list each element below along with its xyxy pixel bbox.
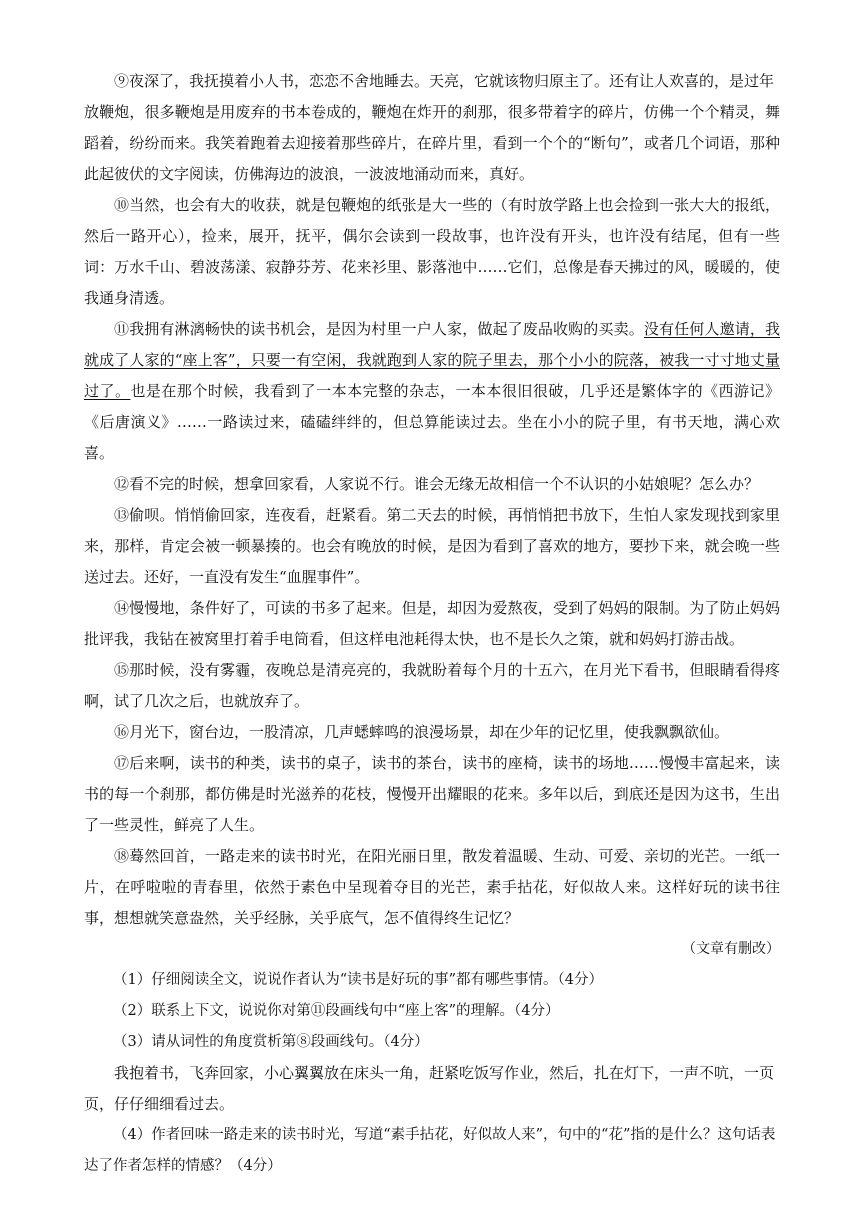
paragraph-18: ⑱蓦然回首，一路走来的读书时光，在阳光丽日里，散发着温暖、生动、可爱、亲切的光芒。一纸一片，在呼啦啦的青春里，依然于素色中呈现着夺目的光芒，素手拈花，好似故人来。这样好玩的读书往事，想想就笑意盎然，关乎经脉，关乎底气，怎不值得终生记忆？ — [84, 847, 780, 927]
underlined-sentence: 没有任何人邀请，我就成了人家的“座上客”，只要一有空闲，我就跑到人家的院子里去，那个小小的院落，被我一寸寸地丈量过了。 — [84, 320, 780, 400]
quoted-sentence: 我抱着书，飞奔回家，小心翼翼放在床头一角，赶紧吃饭写作业，然后，扎在灯下，一声不吭，一页页，仔仔细细看过去。 — [84, 1064, 775, 1113]
paragraph-11-tail: 也是在那个时候，我看到了一本本完整的杂志，一本本很旧很破，几乎还是繁体字的《西游记》《后唐演义》……一路读过来，磕磕绊绊的，但总算能读过去。坐在小小的院子里，有书天地，满心欢喜。 — [84, 382, 780, 462]
paragraph-13: ⑬偷呗。悄悄偷回家，连夜看，赶紧看。第二天去的时候，再悄悄把书放下，生怕人家发现找到家里来，那样，肯定会被一顿暴揍的。也会有晚放的时候，是因为看到了喜欢的地方，要抄下来，就会晚一些送过去。还好，一直没有发生“血腥事件”。 — [84, 506, 780, 586]
paragraph-9: ⑨夜深了，我抚摸着小人书，恋恋不舍地睡去。天亮，它就该物归原主了。还有让人欢喜的，是过年 — [114, 72, 775, 90]
question-1: （1）仔细阅读全文，说说作者认为“读书是好玩的事”都有哪些事情。（4分） — [113, 972, 604, 988]
question-2: （2）联系上下文，说说你对第⑪段画线句中“座上客”的理解。（4分） — [113, 1003, 560, 1019]
paragraph-14: ⑭慢慢地，条件好了，可读的书多了起来。但是，却因为爱熬夜，受到了妈妈的限制。为了防止妈妈批评我，我钻在被窝里打着手电筒看，但这样电池耗得太快，也不是长久之策，就和妈妈打游击战。 — [84, 599, 780, 648]
question-4: （4）作者回味一路走来的读书时光，写道“素手拈花，好似故人来”，句中的“花”指的是什么？这句话表达了作者怎样的情感？（4分） — [84, 1127, 776, 1174]
paragraph-17: ⑰后来啊，读书的种类，读书的桌子，读书的茶台，读书的座椅，读书的场地……慢慢丰富起来，读书的每一个刹那，都仿佛是时光滋养的花枝，慢慢开出耀眼的花来。多年以后，到底还是因为这书，生出了一些灵性，鲜亮了人生。 — [84, 754, 780, 834]
paragraph-11-lead: ⑪我拥有淋漓畅快的读书机会，是因为村里一户人家，做起了废品收购的买卖。 — [114, 320, 644, 338]
paragraph-16: ⑯月光下，窗台边，一股清凉，几声蟋蟀鸣的浪漫场景，却在少年的记忆里，使我飘飘欲仙。 — [114, 723, 730, 741]
paragraph-10: ⑩当然，也会有大的收获，就是包鞭炮的纸张是大一些的（有时放学路上也会捡到一张大大的报纸，然后一路开心），捡来，展开，抚平，偶尔会读到一段故事，也许没有开头，也许没有结尾，但有一些词：万水千山、碧波荡漾、寂静芬芳、花来衫里、影落池中……它们，总像是春天拂过的风，暖暖的，使我通身清透。 — [84, 196, 780, 307]
question-3: （3）请从词性的角度赏析第⑧段画线句。（4分） — [113, 1034, 429, 1050]
exam-page — [84, 66, 780, 1182]
paragraph-12: ⑫看不完的时候，想拿回家看，人家说不行。谁会无缘无故相信一个不认识的小姑娘呢？怎么办？ — [114, 475, 760, 493]
paragraph-15: ⑮那时候，没有雾霾，夜晚总是清亮亮的，我就盼着每个月的十五六，在月光下看书，但眼睛看得疼啊，试了几次之后，也就放弃了。 — [84, 661, 780, 710]
paragraph-9-continued: 放鞭炮，很多鞭炮是用废弃的书本卷成的，鞭炮在炸开的刹那，很多带着字的碎片，仿佛一个个精灵，舞蹈着，纷纷而来。我笑着跑着去迎接着那些碎片，在碎片里，看到一个个的“断句”，或者几个词语，那种此起彼伏的文字阅读，仿佛海边的波浪，一波波地涌动而来，真好。 — [84, 103, 780, 183]
source-note: （文章有删改） — [682, 941, 780, 957]
paragraph-11 — [84, 314, 780, 469]
